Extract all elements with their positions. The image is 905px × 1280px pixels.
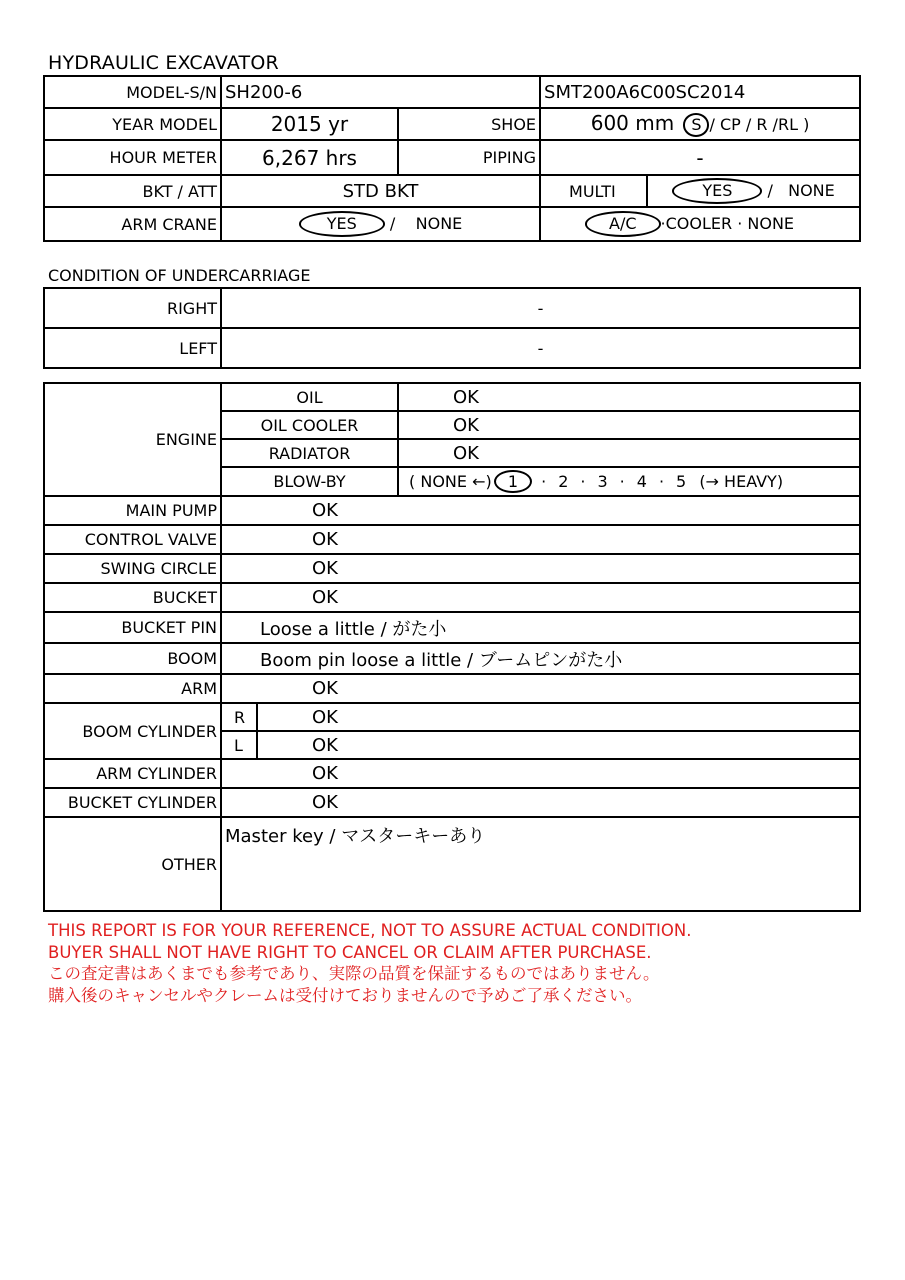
bkt-value: STD BKT [221, 175, 540, 207]
oil-value: OK [398, 383, 860, 411]
blowby-label: BLOW-BY [221, 467, 398, 496]
multi-yes-option: YES [672, 178, 762, 204]
bucket-cylinder-label: BUCKET CYLINDER [44, 788, 221, 817]
main-pump-label: MAIN PUMP [44, 496, 221, 525]
oil-cooler-value: OK [398, 411, 860, 439]
other-label: OTHER [44, 817, 221, 911]
other-value: Master key / マスターキーあり [221, 817, 860, 911]
arm-label: ARM [44, 674, 221, 703]
oil-label: OIL [221, 383, 398, 411]
shoe-option-s: S [683, 113, 709, 137]
arm-crane-none-option: NONE [415, 214, 463, 234]
year-label: YEAR MODEL [44, 108, 221, 140]
bucket-value: OK [221, 583, 860, 612]
engine-label: ENGINE [44, 383, 221, 496]
piping-value: - [540, 140, 860, 175]
model-label: MODEL-S/N [44, 76, 221, 108]
disclaimer-line-3: この査定書はあくまでも参考であり、実際の品質を保証するものではありません。 [48, 964, 660, 983]
bkt-label: BKT / ATT [44, 175, 221, 207]
shoe-option-rl: RL [777, 115, 798, 135]
bucket-label: BUCKET [44, 583, 221, 612]
left-value: - [221, 328, 860, 368]
blowby-scale: ( NONE ←) 1 · 2 · 3 · 4 · 5 (→ HEAVY) [398, 467, 860, 496]
bucket-pin-value: Loose a little / がた小 [221, 612, 860, 643]
arm-crane-label: ARM CRANE [44, 207, 221, 241]
boom-cylinder-r-label: R [221, 703, 257, 731]
shoe-value: 600 mm S / CP / R /RL ) [540, 108, 860, 140]
radiator-value: OK [398, 439, 860, 467]
piping-label: PIPING [398, 140, 540, 175]
undercarriage-title: CONDITION OF UNDERCARRIAGE [48, 266, 311, 285]
disclaimer [48, 920, 691, 1006]
boom-cylinder-l-value: OK [257, 731, 860, 759]
blowby-heavy-end: (→ HEAVY) [699, 471, 784, 491]
bucket-cylinder-value: OK [221, 788, 860, 817]
boom-cylinder-label: BOOM CYLINDER [44, 703, 221, 759]
control-valve-label: CONTROL VALVE [44, 525, 221, 554]
machine-info-table [43, 75, 861, 242]
right-label: RIGHT [44, 288, 221, 328]
boom-value: Boom pin loose a little / ブームピンがた小 [221, 643, 860, 674]
boom-cylinder-l-label: L [221, 731, 257, 759]
shoe-option-cp: CP [719, 115, 741, 135]
arm-crane-value: YES / NONE [221, 207, 540, 241]
hour-value: 6,267 hrs [221, 140, 398, 175]
year-value: 2015 yr [221, 108, 398, 140]
multi-label: MULTI [540, 175, 647, 207]
blowby-level-3: 3 [597, 471, 608, 491]
blowby-level-1: 1 [494, 470, 532, 494]
oil-cooler-label: OIL COOLER [221, 411, 398, 439]
disclaimer-line-2: BUYER SHALL NOT HAVE RIGHT TO CANCEL OR CLAIM AFTER PURCHASE. [48, 942, 652, 962]
blowby-level-4: 4 [636, 471, 647, 491]
model-value: SH200-6 [221, 76, 540, 108]
blowby-level-5: 5 [676, 471, 687, 491]
arm-cylinder-label: ARM CYLINDER [44, 759, 221, 788]
cooler-option: COOLER [665, 214, 733, 234]
disclaimer-line-4: 購入後のキャンセルやクレームは受付けておりませんので予めご了承ください。 [48, 985, 642, 1005]
right-value: - [221, 288, 860, 328]
arm-value: OK [221, 674, 860, 703]
document-title: HYDRAULIC EXCAVATOR [48, 52, 279, 74]
boom-label: BOOM [44, 643, 221, 674]
multi-value: YES / NONE [647, 175, 860, 207]
disclaimer-line-1: THIS REPORT IS FOR YOUR REFERENCE, NOT TO ASSURE ACTUAL CONDITION. [48, 921, 692, 940]
shoe-option-r: R [756, 115, 768, 135]
radiator-label: RADIATOR [221, 439, 398, 467]
shoe-label: SHOE [398, 108, 540, 140]
boom-cylinder-r-value: OK [257, 703, 860, 731]
ac-none-option: NONE [747, 214, 795, 234]
control-valve-value: OK [221, 525, 860, 554]
condition-table [43, 382, 861, 912]
swing-circle-value: OK [221, 554, 860, 583]
left-label: LEFT [44, 328, 221, 368]
ac-value: A/C ·COOLER · NONE [540, 207, 860, 241]
blowby-none-end: ( NONE ←) [409, 471, 492, 491]
blowby-level-2: 2 [558, 471, 569, 491]
arm-cylinder-value: OK [221, 759, 860, 788]
ac-option: A/C [585, 211, 661, 237]
serial-value: SMT200A6C00SC2014 [540, 76, 860, 108]
bucket-pin-label: BUCKET PIN [44, 612, 221, 643]
main-pump-value: OK [221, 496, 860, 525]
hour-label: HOUR METER [44, 140, 221, 175]
multi-none-option: NONE [788, 181, 835, 201]
swing-circle-label: SWING CIRCLE [44, 554, 221, 583]
arm-crane-yes-option: YES [299, 211, 385, 237]
shoe-size: 600 mm [590, 111, 675, 136]
undercarriage-table [43, 287, 861, 369]
